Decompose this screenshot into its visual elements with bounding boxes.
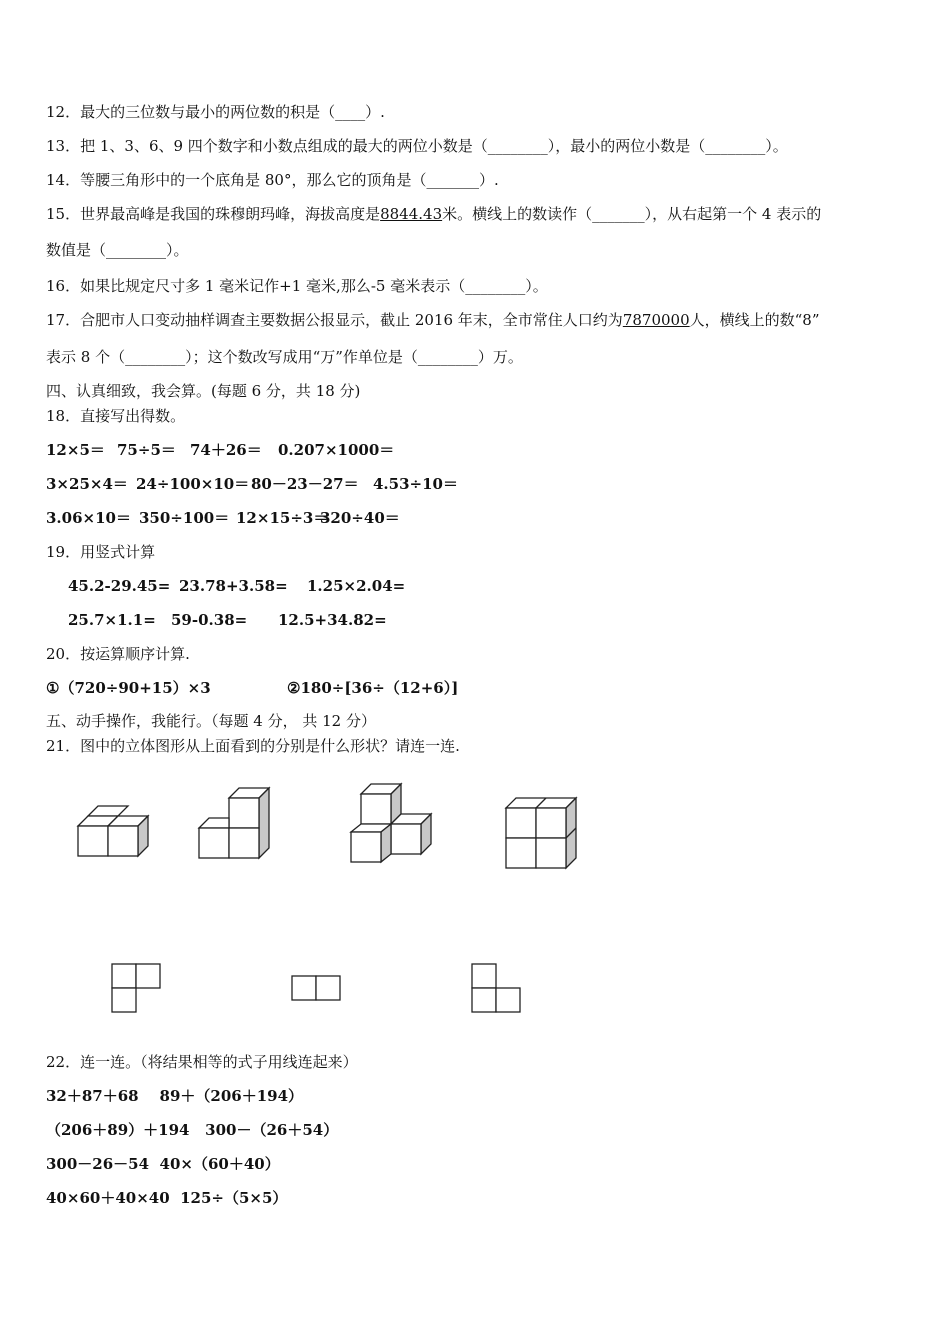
question-15-text-a: 15．世界最高峰是我国的珠穆朗玛峰，海拔高度是 [46, 205, 381, 223]
question-17-line2: 表示 8 个（________）；这个数改写成用“万”作单位是（________）万。 [46, 348, 523, 366]
solid-figure-4 [500, 792, 585, 874]
q18-row-1 [46, 440, 394, 460]
expr: 80－23－27＝ [251, 475, 359, 493]
expr: 350÷100＝ [139, 509, 230, 527]
expr: ①（720÷90+15）×3 [46, 679, 211, 697]
expr: 4.53÷10＝ [373, 475, 458, 493]
question-17-number: 7870000 [622, 311, 690, 329]
expr: 12×15÷3＝ [236, 509, 329, 527]
top-view-shape-2 [286, 970, 348, 1008]
expr: 75÷5＝ [117, 441, 176, 459]
section-5-heading: 五、动手操作，我能行。（每题 4 分， 共 12 分） [46, 712, 376, 730]
question-15-line2: 数值是（________）。 [46, 241, 189, 259]
q19-row-1 [68, 576, 405, 596]
expr: 1.25×2.04= [307, 577, 406, 595]
question-15-line1 [46, 204, 821, 224]
question-17-text-b: 人，横线上的数“8” [689, 311, 820, 329]
question-13: 13．把 1、3、6、9 四个数字和小数点组成的最大的两位小数是（________），最小的两位小数是（________）。 [46, 137, 788, 155]
q22-row-1: 32＋87＋68 89＋（206＋194） [46, 1087, 304, 1105]
expr: 0.207×1000＝ [278, 441, 395, 459]
solid-figure-3 [345, 778, 440, 868]
expr: 24÷100×10＝ [136, 475, 250, 493]
q22-row-4: 40×60＋40×40 125÷（5×5） [46, 1189, 288, 1207]
expr: 320÷40＝ [320, 509, 400, 527]
question-22: 22．连一连。（将结果相等的式子用线连起来） [46, 1053, 358, 1071]
question-12: 12．最大的三位数与最小的两位数的积是（____）. [46, 103, 385, 121]
q20-row [46, 678, 458, 698]
q22-row-2: （206＋89）＋194 300－（26＋54） [46, 1121, 339, 1139]
question-16: 16．如果比规定尺寸多 1 毫米记作+1 毫米,那么-5 毫米表示（________）。 [46, 277, 548, 295]
question-15-number: 8844.43 [380, 205, 443, 223]
q22-row-3: 300－26－54 40×（60＋40） [46, 1155, 280, 1173]
question-21: 21．图中的立体图形从上面看到的分别是什么形状？请连一连. [46, 737, 460, 755]
solid-figure-2 [190, 782, 280, 864]
expr: 3×25×4＝ [46, 475, 128, 493]
q18-row-2 [46, 474, 458, 494]
question-14: 14．等腰三角形中的一个底角是 80°，那么它的顶角是（_______）. [46, 171, 499, 189]
solid-figure-1 [70, 800, 160, 862]
question-19: 19．用竖式计算 [46, 543, 156, 561]
expr: 12×5＝ [46, 441, 105, 459]
question-17-line1 [46, 310, 820, 330]
expr: 23.78+3.58= [179, 577, 288, 595]
expr: 74＋26＝ [190, 441, 262, 459]
expr: 3.06×10＝ [46, 509, 131, 527]
expr: 12.5+34.82= [278, 611, 387, 629]
top-view-shape-3 [466, 958, 528, 1018]
question-17-text-a: 17．合肥市人口变动抽样调查主要数据公报显示，截止 2016 年末，全市常住人口约为 [46, 311, 623, 329]
expr: 25.7×1.1= [68, 611, 156, 629]
question-18: 18．直接写出得数。 [46, 407, 186, 425]
question-15-text-b: 米。横线上的数读作（_______），从右起第一个 4 表示的 [442, 205, 822, 223]
expr: 59-0.38= [171, 611, 248, 629]
q18-row-3 [46, 508, 400, 528]
q19-row-2 [68, 610, 387, 630]
expr: ②180÷[36÷（12+6）] [287, 679, 459, 697]
question-20: 20．按运算顺序计算. [46, 645, 190, 663]
section-4-heading: 四、认真细致，我会算。(每题 6 分，共 18 分) [46, 382, 361, 400]
top-view-shape-1 [106, 958, 168, 1018]
expr: 45.2-29.45= [68, 577, 171, 595]
